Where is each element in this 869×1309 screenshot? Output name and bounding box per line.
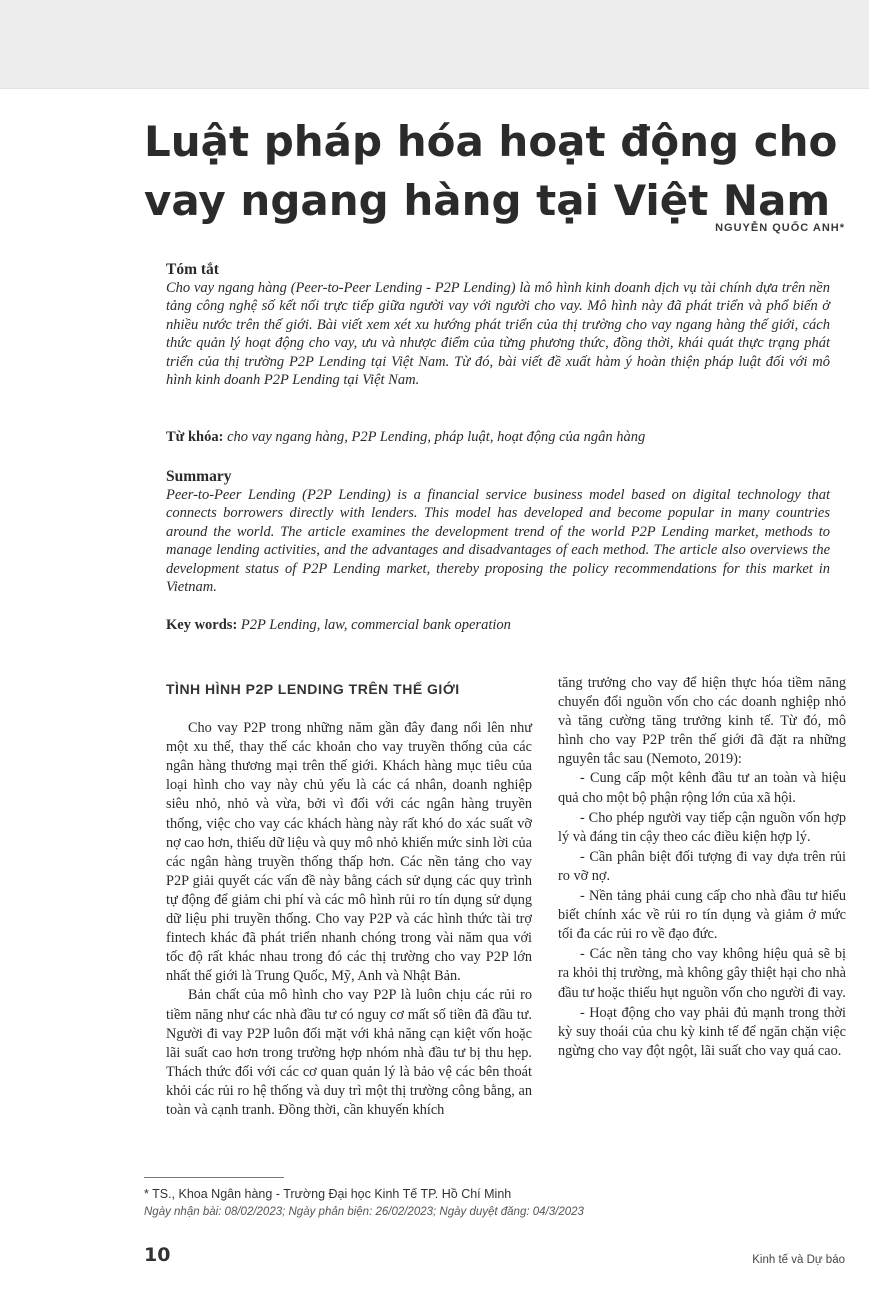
body-paragraph: Bản chất của mô hình cho vay P2P là luôn chịu các rủi ro tiềm năng như các nhà đầu tư có nguy cơ mất số tiền đã đầu tư. Người đi vay P2P luôn đối mặt với khả năng cạn kiệt vốn hoặc lãi suất cao hơn trong trường hợp nhóm nhà đầu tư bị thu hẹp. Thách thức đối với các cơ quan quản lý là bảo vệ các bên thoát khỏi các rủi ro hệ thống và duy trì một thị trường công bằng, an toàn và cạnh tranh. Đồng thời, cần khuyến khích — [166, 987, 532, 1118]
keywords-en-text: P2P Lending, law, commercial bank operation — [240, 617, 511, 633]
abstract-en-text: Peer-to-Peer Lending (P2P Lending) is a financial service business model based on digital technology that connects borrowers directly with lenders. This model has developed and become popular in many countries around the world. The article examines the development trend of the world P2P Lending market, methods to manage lending activities, and the advantages and disadvantages of each method. The article also overviews the development status of P2P Lending market, thereby proposing the policy recommendations for this market in Vietnam. — [166, 487, 830, 596]
abstract-en-heading: Summary — [166, 468, 232, 485]
footnote-dates: Ngày nhận bài: 08/02/2023; Ngày phản biện: 26/02/2023; Ngày duyệt đăng: 04/3/2023 — [144, 1206, 584, 1218]
page-number: 10 — [144, 1244, 171, 1266]
keywords-vi-label: Từ khóa: — [166, 429, 224, 445]
author-name: NGUYỄN QUỐC ANH* — [715, 222, 845, 234]
footnote-affiliation: * TS., Khoa Ngân hàng - Trường Đại học Kinh Tế TP. Hồ Chí Minh — [144, 1187, 512, 1201]
body-paragraph: Cho vay P2P trong những năm gần đây đang nổi lên như một xu thế, thay thế các khoản cho vay truyền thống của các ngân hàng thương mại trên thế giới. Khách hàng mục tiêu của loại hình cho vay này chủ yếu là các cá nhân, doanh nghiệp siêu nhỏ, nhỏ và vừa, bởi vì đối với các ngân hàng truyền thống, việc cho vay các khách hàng này rất khó do xác suất vỡ nợ cao hơn, thiếu dữ liệu và quy mô nhỏ khiến mức sinh lời của các ngân hàng truyền thống thấp hơn. Các nền tảng cho vay P2P giải quyết các vấn đề này bằng cách sử dụng các quy trình tự động để giảm chi phí và các mô hình rủi ro tín dụng sử dụng dữ liệu phi truyền thống. Cho vay P2P và các hình thức tài trợ fintech khác đã phát triển nhanh chóng trong vài năm qua với tốc độ rất khác nhau trong đó các thị trường cho vay P2P lớn nhất thế giới là Trung Quốc, Mỹ, Anh và Nhật Bản. — [166, 720, 532, 985]
abstract-vi — [166, 261, 830, 389]
body-column-left — [166, 674, 532, 1120]
principle-item: - Cần phân biệt đối tượng đi vay dựa trên rủi ro vỡ nợ. — [558, 848, 846, 884]
keywords-vi-text: cho vay ngang hàng, P2P Lending, pháp luật, hoạt động của ngân hàng — [227, 429, 646, 445]
body-column-right — [558, 674, 846, 1062]
principle-item: - Các nền tảng cho vay không hiệu quả sẽ bị ra khỏi thị trường, mà không gây thiệt hại cho nhà đầu tư hoặc thiếu hụt nguồn vốn cho người đi vay. — [558, 946, 846, 1001]
principle-item: - Cung cấp một kênh đầu tư an toàn và hiệu quả cho một bộ phận rộng lớn của xã hội. — [558, 770, 846, 806]
header-band — [0, 0, 869, 89]
principle-item: - Nền tảng phải cung cấp cho nhà đầu tư hiểu biết chính xác về rủi ro tín dụng và giảm ở mức tối đa các rủi ro về đạo đức. — [558, 888, 846, 943]
abstract-vi-heading: Tóm tắt — [166, 261, 219, 278]
article-title: Luật pháp hóa hoạt động cho vay ngang hàng tại Việt Nam — [144, 117, 838, 225]
section-heading: TÌNH HÌNH P2P LENDING TRÊN THẾ GIỚI — [166, 681, 460, 697]
footnote-divider — [144, 1177, 284, 1178]
body-paragraph: tăng trưởng cho vay để hiện thực hóa tiềm năng chuyển đổi nguồn vốn cho các doanh nghiệp nhỏ và tăng cường tăng trưởng kinh tế. Từ đó, mô hình cho vay P2P trên thế giới đã đặt ra những nguyên tắc sau (Nemoto, 2019): — [558, 675, 846, 768]
keywords-en-label: Key words: — [166, 617, 238, 633]
keywords-vi — [166, 429, 830, 446]
abstract-en — [166, 468, 830, 596]
keywords-en — [166, 617, 830, 634]
abstract-vi-text: Cho vay ngang hàng (Peer-to-Peer Lending - P2P Lending) là mô hình kinh doanh dịch vụ tài chính dựa trên nền tảng công nghệ số kết nối trực tiếp giữa người vay với người cho vay. Mô hình này đã phát triển và phổ biến ở nhiều nước trên thế giới. Bài viết xem xét xu hướng phát triển của thị trường cho vay ngang hàng thế giới, cách thức quản lý hoạt động cho vay, ưu và nhược điểm của từng phương thức, đồng thời, khái quát thực trạng phát triển của thị trường P2P Lending tại Việt Nam. Từ đó, bài viết đề xuất hàm ý hoàn thiện pháp luật đối với mô hình kinh doanh P2P Lending tại Việt Nam. — [166, 280, 830, 389]
principle-item: - Cho phép người vay tiếp cận nguồn vốn hợp lý và đáng tin cậy theo các điều kiện hợp lý. — [558, 809, 846, 845]
principle-item: - Hoạt động cho vay phải đủ mạnh trong thời kỳ suy thoái của chu kỳ kinh tế để ngăn chặn việc ngừng cho vay đột ngột, lãi suất cho vay quá cao. — [558, 1004, 846, 1059]
journal-name: Kinh tế và Dự báo — [752, 1254, 845, 1266]
